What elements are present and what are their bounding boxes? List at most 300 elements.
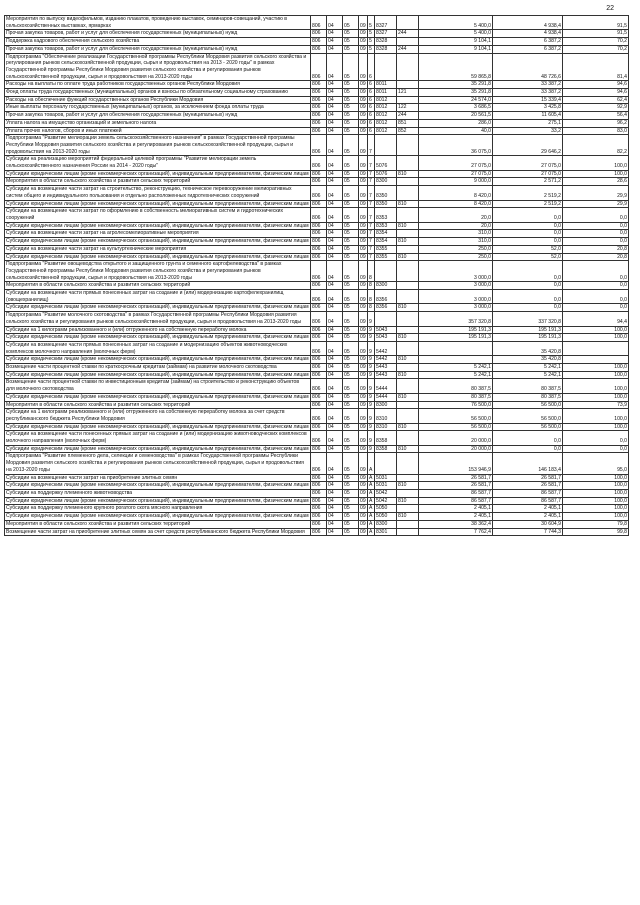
row-section-code: 04 xyxy=(327,81,343,89)
row-section-code: 04 xyxy=(327,334,343,342)
row-planned-amount: 310,0 xyxy=(419,230,493,238)
row-section-code: 04 xyxy=(327,30,343,38)
row-ved-code: 806 xyxy=(311,208,327,222)
row-planned-amount xyxy=(419,341,493,355)
row-subprogram-code: 9 xyxy=(368,423,375,431)
row-program-code: 09 xyxy=(359,290,368,304)
row-executed-amount: 7 744,3 xyxy=(493,528,563,536)
row-target-code: 8327 xyxy=(375,16,397,30)
row-section-code: 04 xyxy=(327,253,343,261)
row-name: Субсидии юридическим лицам (кроме некоммерческих организаций), индивидуальным предпринимателям, физическим лицам xyxy=(6,445,309,452)
row-executed-amount: 4 938,4 xyxy=(493,30,563,38)
row-name: Субсидии на возмещение части затрат на агролесомелиоративные мероприятия xyxy=(5,230,311,238)
row-ved-code: 806 xyxy=(311,135,327,156)
row-section-code: 04 xyxy=(327,513,343,521)
row-program-code: 09 xyxy=(360,282,366,289)
row-subsection-code: 05 xyxy=(343,379,359,393)
row-expense-type-code: 810 xyxy=(397,253,419,261)
row-execution-percent: 20,8 xyxy=(563,253,629,261)
row-executed-amount: 146 183,4 xyxy=(493,453,563,474)
row-planned-amount: 26 581,7 xyxy=(419,482,493,490)
row-subsection-code: 05 xyxy=(343,453,359,474)
row-expense-type-code xyxy=(397,230,419,238)
row-planned-amount: 9 104,1 xyxy=(419,45,493,53)
row-program-code: 09 xyxy=(360,112,366,119)
row-planned-amount: 3 000,0 xyxy=(419,290,493,304)
row-expense-type-code xyxy=(397,431,419,445)
row-executed-amount: 2 519,2 xyxy=(493,186,563,200)
row-name: Подпрограмма "Развитие молочного скотоводства" в рамках Государственной программы Республики Мордовия развития сельского хозяйства и регулирования рынков сельскохозяйственной продукции, сырья и продовольствия на 2013-2020 годы xyxy=(5,312,311,326)
row-ved-code: 806 xyxy=(311,261,327,282)
row-name: Субсидии юридическим лицам (кроме некоммерческих организаций), индивидуальным предпринимателям, физическим лицам xyxy=(6,497,309,504)
budget-table-container xyxy=(4,15,628,536)
row-program-code: 09 xyxy=(360,490,366,496)
row-executed-amount: 86 587,7 xyxy=(493,497,563,505)
table-row xyxy=(5,178,629,186)
row-planned-amount: 5 400,0 xyxy=(419,30,493,38)
row-subsection-code: 05 xyxy=(343,170,359,178)
row-executed-amount: 0,0 xyxy=(493,238,563,246)
row-ved-code: 806 xyxy=(311,170,327,178)
row-executed-amount: 0,0 xyxy=(493,431,563,445)
row-ved-code: 806 xyxy=(311,453,327,474)
row-expense-type-code xyxy=(397,520,419,528)
row-program-code: 09 xyxy=(360,38,366,45)
row-section-code: 04 xyxy=(327,127,343,135)
row-executed-amount: 33 387,2 xyxy=(493,81,563,89)
row-subprogram-code: 7 xyxy=(368,222,375,230)
row-execution-percent: 100,0 xyxy=(563,497,629,505)
row-subprogram-code: 7 xyxy=(368,230,375,238)
row-execution-percent: 29,9 xyxy=(563,200,629,208)
row-section-code: 04 xyxy=(327,453,343,474)
row-name: Субсидии юридическим лицам (кроме некоммерческих организаций), индивидуальным предпринимателям, физическим лицам xyxy=(6,170,309,177)
table-row xyxy=(5,341,629,355)
row-program-code: 09 xyxy=(360,482,366,489)
row-executed-amount: 15 339,4 xyxy=(493,96,563,104)
row-section-code: 04 xyxy=(327,45,343,53)
row-target-code: 8012 xyxy=(375,119,397,127)
row-ved-code: 806 xyxy=(311,127,327,135)
row-section-code: 04 xyxy=(327,16,343,30)
row-execution-percent: 92,9 xyxy=(563,104,629,112)
row-section-code: 04 xyxy=(327,482,343,490)
row-subprogram-code: 9 xyxy=(368,445,375,453)
row-subsection-code: 05 xyxy=(343,104,359,112)
row-ved-code: 806 xyxy=(311,16,327,30)
row-ved-code: 806 xyxy=(311,200,327,208)
row-subprogram-code: А xyxy=(368,505,375,513)
row-section-code: 04 xyxy=(327,528,343,536)
row-subprogram-code: 8 xyxy=(368,290,375,304)
row-name: Субсидии на возмещение части затрат по оформлению в собственность мелиоративных систем и гидротехнических сооружений xyxy=(5,208,311,222)
row-subsection-code: 05 xyxy=(343,53,359,81)
row-ved-code: 806 xyxy=(311,238,327,246)
table-row xyxy=(5,238,629,246)
row-planned-amount: 3 000,0 xyxy=(419,304,493,312)
row-executed-amount: 27 075,0 xyxy=(493,156,563,170)
row-program-code: 09 xyxy=(360,474,366,481)
row-subprogram-code: 9 xyxy=(368,341,375,355)
row-target-code: 5443 xyxy=(375,371,397,379)
row-subsection-code: 05 xyxy=(343,208,359,222)
row-program-code: 09 xyxy=(360,326,366,333)
table-row xyxy=(5,290,629,304)
table-row xyxy=(5,312,629,326)
row-name: Субсидии юридическим лицам (кроме некоммерческих организаций), индивидуальным предпринимателям, физическим лицам xyxy=(6,304,309,311)
row-ved-code: 806 xyxy=(311,222,327,230)
row-planned-amount: 36 075,0 xyxy=(419,135,493,156)
row-subsection-code: 05 xyxy=(343,334,359,342)
row-program-code: 09 xyxy=(360,30,366,37)
row-subprogram-code: А xyxy=(368,474,375,482)
row-subsection-code: 05 xyxy=(343,401,359,409)
row-subprogram-code: 9 xyxy=(368,409,375,423)
row-subprogram-code: 6 xyxy=(368,53,375,81)
row-execution-percent: 100,0 xyxy=(563,393,629,401)
row-target-code: 8012 xyxy=(375,96,397,104)
row-ved-code: 806 xyxy=(311,119,327,127)
row-subsection-code: 05 xyxy=(343,253,359,261)
row-execution-percent: 0,0 xyxy=(563,290,629,304)
row-subprogram-code: 7 xyxy=(368,170,375,178)
row-section-code: 04 xyxy=(327,53,343,81)
row-target-code: 8012 xyxy=(375,127,397,135)
row-planned-amount: 310,0 xyxy=(419,238,493,246)
row-target-code: 5444 xyxy=(375,379,397,393)
row-target-code xyxy=(375,135,397,156)
row-subsection-code: 05 xyxy=(343,200,359,208)
row-section-code: 04 xyxy=(327,356,343,364)
table-row xyxy=(5,520,629,528)
row-target-code: 5043 xyxy=(375,326,397,334)
row-expense-type-code: 810 xyxy=(397,238,419,246)
table-row xyxy=(5,326,629,334)
row-subsection-code: 05 xyxy=(343,482,359,490)
row-planned-amount: 35 291,8 xyxy=(419,89,493,97)
table-row xyxy=(5,230,629,238)
row-expense-type-code: 810 xyxy=(397,393,419,401)
row-expense-type-code xyxy=(397,409,419,423)
row-planned-amount: 9 000,0 xyxy=(419,178,493,186)
row-subsection-code: 05 xyxy=(343,528,359,536)
row-ved-code: 806 xyxy=(311,497,327,505)
row-target-code: 8355 xyxy=(375,253,397,261)
row-name: Прочая закупка товаров, работ и услуг для обеспечения государственных (муниципальных) нужд xyxy=(5,112,311,120)
row-execution-percent: 28,6 xyxy=(563,178,629,186)
row-subprogram-code: А xyxy=(368,482,375,490)
row-planned-amount: 195 191,3 xyxy=(419,326,493,334)
table-row xyxy=(5,104,629,112)
row-program-code: 09 xyxy=(359,208,368,222)
row-section-code: 04 xyxy=(327,371,343,379)
row-expense-type-code xyxy=(397,505,419,513)
row-subsection-code: 05 xyxy=(343,356,359,364)
row-planned-amount: 35 291,8 xyxy=(419,81,493,89)
row-subprogram-code: А xyxy=(368,528,375,536)
row-target-code: 8310 xyxy=(375,409,397,423)
row-executed-amount: 2 405,1 xyxy=(493,505,563,513)
row-planned-amount: 27 075,0 xyxy=(419,156,493,170)
row-subsection-code: 05 xyxy=(343,371,359,379)
row-target-code: 8328 xyxy=(375,38,397,46)
row-executed-amount: 48 726,6 xyxy=(493,53,563,81)
row-section-code: 04 xyxy=(327,341,343,355)
row-ved-code: 806 xyxy=(311,431,327,445)
row-subprogram-code: 5 xyxy=(368,30,375,38)
row-program-code: 09 xyxy=(360,393,366,400)
table-row xyxy=(5,119,629,127)
row-execution-percent: 0,0 xyxy=(563,238,629,246)
row-executed-amount: 275,1 xyxy=(493,119,563,127)
row-program-code: 09 xyxy=(360,356,366,363)
row-name: Субсидии на возмещение части затрат на строительство, реконструкцию, техническое перевооружение мелиоративных систем общего и индивидуального пользования и отдельно расположенных гидротехнических сооружений xyxy=(5,186,311,200)
row-ved-code: 806 xyxy=(311,45,327,53)
row-program-code: 09 xyxy=(360,423,366,430)
row-subprogram-code: А xyxy=(368,497,375,505)
row-subprogram-code: А xyxy=(368,453,375,474)
row-expense-type-code xyxy=(397,490,419,498)
row-subprogram-code: 9 xyxy=(368,326,375,334)
row-subsection-code: 05 xyxy=(343,474,359,482)
row-section-code: 04 xyxy=(327,497,343,505)
row-target-code xyxy=(375,312,397,326)
row-planned-amount: 8 420,0 xyxy=(419,200,493,208)
table-row xyxy=(5,497,629,505)
row-program-code: 09 xyxy=(359,453,368,474)
row-program-code: 09 xyxy=(360,364,366,371)
row-subprogram-code: 7 xyxy=(368,186,375,200)
table-row xyxy=(5,261,629,282)
row-subsection-code: 05 xyxy=(343,497,359,505)
row-planned-amount: 250,0 xyxy=(419,245,493,253)
row-executed-amount: 29 646,2 xyxy=(493,135,563,156)
row-subprogram-code: 6 xyxy=(368,119,375,127)
row-executed-amount: 56 500,0 xyxy=(493,409,563,423)
row-executed-amount: 56 500,0 xyxy=(493,423,563,431)
row-name: Субсидии на возмещение части прямых понесенных затрат на создание и модернизацию объектов животноводческих комплексов молочного направления (молочных ферм) xyxy=(5,341,311,355)
row-execution-percent: 100,0 xyxy=(563,474,629,482)
row-planned-amount: 59 865,8 xyxy=(419,53,493,81)
row-subprogram-code: 8 xyxy=(368,261,375,282)
row-ved-code: 806 xyxy=(311,490,327,498)
row-expense-type-code xyxy=(397,341,419,355)
row-section-code: 04 xyxy=(327,474,343,482)
row-name: Субсидии юридическим лицам (кроме некоммерческих организаций), индивидуальным предпринимателям, физическим лицам xyxy=(6,253,309,260)
row-execution-percent: 99,8 xyxy=(563,528,629,536)
row-execution-percent xyxy=(563,356,629,364)
row-program-code: 09 xyxy=(360,104,366,111)
row-expense-type-code xyxy=(397,326,419,334)
row-execution-percent: 70,2 xyxy=(563,38,629,46)
row-name: Иные выплаты персоналу государственных (муниципальных) органов, за исключением фонда оплаты труда xyxy=(5,104,311,112)
row-section-code: 04 xyxy=(327,222,343,230)
row-planned-amount: 76 500,0 xyxy=(419,401,493,409)
row-ved-code: 806 xyxy=(311,528,327,536)
row-ved-code: 806 xyxy=(311,290,327,304)
row-planned-amount: 80 387,5 xyxy=(419,379,493,393)
row-ved-code: 806 xyxy=(311,112,327,120)
table-row xyxy=(5,253,629,261)
row-planned-amount: 5 400,0 xyxy=(419,16,493,30)
row-program-code: 09 xyxy=(360,401,366,408)
row-expense-type-code: 121 xyxy=(397,89,419,97)
row-name: Возмещение части процентной ставки по краткосрочным кредитам (займам) на развитие молочного скотоводства xyxy=(5,364,311,372)
row-program-code: 09 xyxy=(360,200,366,207)
row-program-code: 09 xyxy=(360,253,366,260)
row-planned-amount: 8 420,0 xyxy=(419,186,493,200)
row-execution-percent: 83,0 xyxy=(563,127,629,135)
row-name: Расходы на обеспечение функций государственных органов Республики Мордовия xyxy=(5,96,311,104)
row-name: Субсидии юридическим лицам (кроме некоммерческих организаций), индивидуальным предпринимателям, физическим лицам xyxy=(6,356,309,363)
row-subprogram-code: 7 xyxy=(368,135,375,156)
row-planned-amount: 56 500,0 xyxy=(419,409,493,423)
row-program-code: 09 xyxy=(360,45,366,52)
row-name: Мероприятия в области сельского хозяйства и развития сельских территорий xyxy=(5,178,311,186)
row-target-code: 5442 xyxy=(375,341,397,355)
row-executed-amount: 0,0 xyxy=(493,261,563,282)
row-subprogram-code: 7 xyxy=(368,200,375,208)
row-program-code: 09 xyxy=(360,222,366,229)
table-row xyxy=(5,186,629,200)
row-expense-type-code xyxy=(397,156,419,170)
table-row xyxy=(5,513,629,521)
row-executed-amount: 5 242,1 xyxy=(493,364,563,372)
table-row xyxy=(5,16,629,30)
row-expense-type-code: 810 xyxy=(397,170,419,178)
row-subprogram-code: 6 xyxy=(368,104,375,112)
row-expense-type-code: 810 xyxy=(397,200,419,208)
row-program-code: 09 xyxy=(360,170,366,177)
row-executed-amount: 0,0 xyxy=(493,304,563,312)
table-row xyxy=(5,453,629,474)
row-target-code: 8358 xyxy=(375,445,397,453)
row-target-code: 8012 xyxy=(375,112,397,120)
row-target-code: 5042 xyxy=(375,490,397,498)
row-program-code: 09 xyxy=(360,245,366,252)
page-number: 22 xyxy=(606,5,614,12)
row-target-code: 5050 xyxy=(375,513,397,521)
row-target-code: 8310 xyxy=(375,423,397,431)
row-subprogram-code: 7 xyxy=(368,238,375,246)
row-execution-percent: 100,0 xyxy=(563,334,629,342)
row-program-code: 09 xyxy=(360,528,366,535)
row-ved-code: 806 xyxy=(311,401,327,409)
row-target-code: 8358 xyxy=(375,431,397,445)
row-expense-type-code: 810 xyxy=(397,304,419,312)
row-executed-amount: 4 938,4 xyxy=(493,16,563,30)
table-row xyxy=(5,304,629,312)
row-subsection-code: 05 xyxy=(343,520,359,528)
row-expense-type-code: 244 xyxy=(397,45,419,53)
row-planned-amount: 20 561,5 xyxy=(419,112,493,120)
row-execution-percent: 56,4 xyxy=(563,112,629,120)
row-target-code: 5043 xyxy=(375,334,397,342)
row-section-code: 04 xyxy=(327,156,343,170)
row-target-code: 8011 xyxy=(375,89,397,97)
row-section-code: 04 xyxy=(327,379,343,393)
row-subsection-code: 05 xyxy=(343,238,359,246)
row-expense-type-code xyxy=(397,16,419,30)
row-subprogram-code: 5 xyxy=(368,38,375,46)
row-name: Мероприятия по выпуску видеофильмов, изданию плакатов, проведению выставок, семинаров-совещаний, участию в сельскохозяйственных выставках, ярмарках xyxy=(5,16,311,30)
row-program-code: 09 xyxy=(360,119,366,126)
table-row xyxy=(5,409,629,423)
row-section-code: 04 xyxy=(327,230,343,238)
row-section-code: 04 xyxy=(327,245,343,253)
row-expense-type-code xyxy=(397,186,419,200)
row-target-code: 8353 xyxy=(375,222,397,230)
row-ved-code: 806 xyxy=(311,282,327,290)
row-executed-amount: 0,0 xyxy=(493,222,563,230)
row-name: Субсидии юридическим лицам (кроме некоммерческих организаций), индивидуальным предпринимателям, физическим лицам xyxy=(6,393,309,400)
row-name: Субсидии юридическим лицам (кроме некоммерческих организаций), индивидуальным предпринимателям, физическим лицам xyxy=(6,513,309,520)
row-execution-percent: 100,0 xyxy=(563,156,629,170)
row-expense-type-code xyxy=(397,528,419,536)
row-subprogram-code: 9 xyxy=(368,334,375,342)
table-row xyxy=(5,431,629,445)
row-subprogram-code: 9 xyxy=(368,393,375,401)
row-section-code: 04 xyxy=(327,238,343,246)
row-executed-amount: 11 605,4 xyxy=(493,112,563,120)
row-subprogram-code: 8 xyxy=(368,304,375,312)
row-name: Мероприятия в области сельского хозяйства и развития сельских территорий xyxy=(5,282,311,290)
row-section-code: 04 xyxy=(327,401,343,409)
row-planned-amount: 80 387,5 xyxy=(419,393,493,401)
row-program-code: 09 xyxy=(360,238,366,245)
row-subprogram-code: 9 xyxy=(368,379,375,393)
row-execution-percent: 100,0 xyxy=(563,371,629,379)
row-name: Субсидии на возмещение части понесенных прямых затрат на создание и (или) модернизацию животноводческих комплексов молочного направления (молочных ферм) xyxy=(5,431,311,445)
row-ved-code: 806 xyxy=(311,30,327,38)
row-ved-code: 806 xyxy=(311,326,327,334)
row-expense-type-code xyxy=(397,96,419,104)
row-section-code: 04 xyxy=(327,505,343,513)
row-section-code: 04 xyxy=(327,261,343,282)
row-planned-amount xyxy=(419,356,493,364)
row-execution-percent: 100,0 xyxy=(563,364,629,372)
row-ved-code: 806 xyxy=(311,245,327,253)
row-section-code: 04 xyxy=(327,393,343,401)
row-execution-percent: 91,5 xyxy=(563,16,629,30)
row-executed-amount: 80 387,5 xyxy=(493,393,563,401)
row-target-code: 8300 xyxy=(375,520,397,528)
row-executed-amount: 52,0 xyxy=(493,253,563,261)
row-expense-type-code xyxy=(397,290,419,304)
row-target-code: 5076 xyxy=(375,156,397,170)
row-execution-percent: 94,6 xyxy=(563,81,629,89)
row-planned-amount: 20 000,0 xyxy=(419,431,493,445)
row-subsection-code: 05 xyxy=(343,290,359,304)
row-subsection-code: 05 xyxy=(343,135,359,156)
row-subsection-code: 05 xyxy=(343,81,359,89)
row-execution-percent: 94,4 xyxy=(563,312,629,326)
table-row xyxy=(5,208,629,222)
row-section-code: 04 xyxy=(327,409,343,423)
row-subsection-code: 05 xyxy=(343,96,359,104)
row-executed-amount: 30 604,9 xyxy=(493,520,563,528)
row-section-code: 04 xyxy=(327,423,343,431)
row-target-code: 8301 xyxy=(375,528,397,536)
row-target-code: 8300 xyxy=(375,178,397,186)
row-executed-amount: 2 571,2 xyxy=(493,178,563,186)
row-section-code: 04 xyxy=(327,170,343,178)
row-target-code: 8354 xyxy=(375,230,397,238)
row-target-code: 8011 xyxy=(375,81,397,89)
row-subsection-code: 05 xyxy=(343,127,359,135)
row-execution-percent: 0,0 xyxy=(563,431,629,445)
row-ved-code: 806 xyxy=(311,364,327,372)
